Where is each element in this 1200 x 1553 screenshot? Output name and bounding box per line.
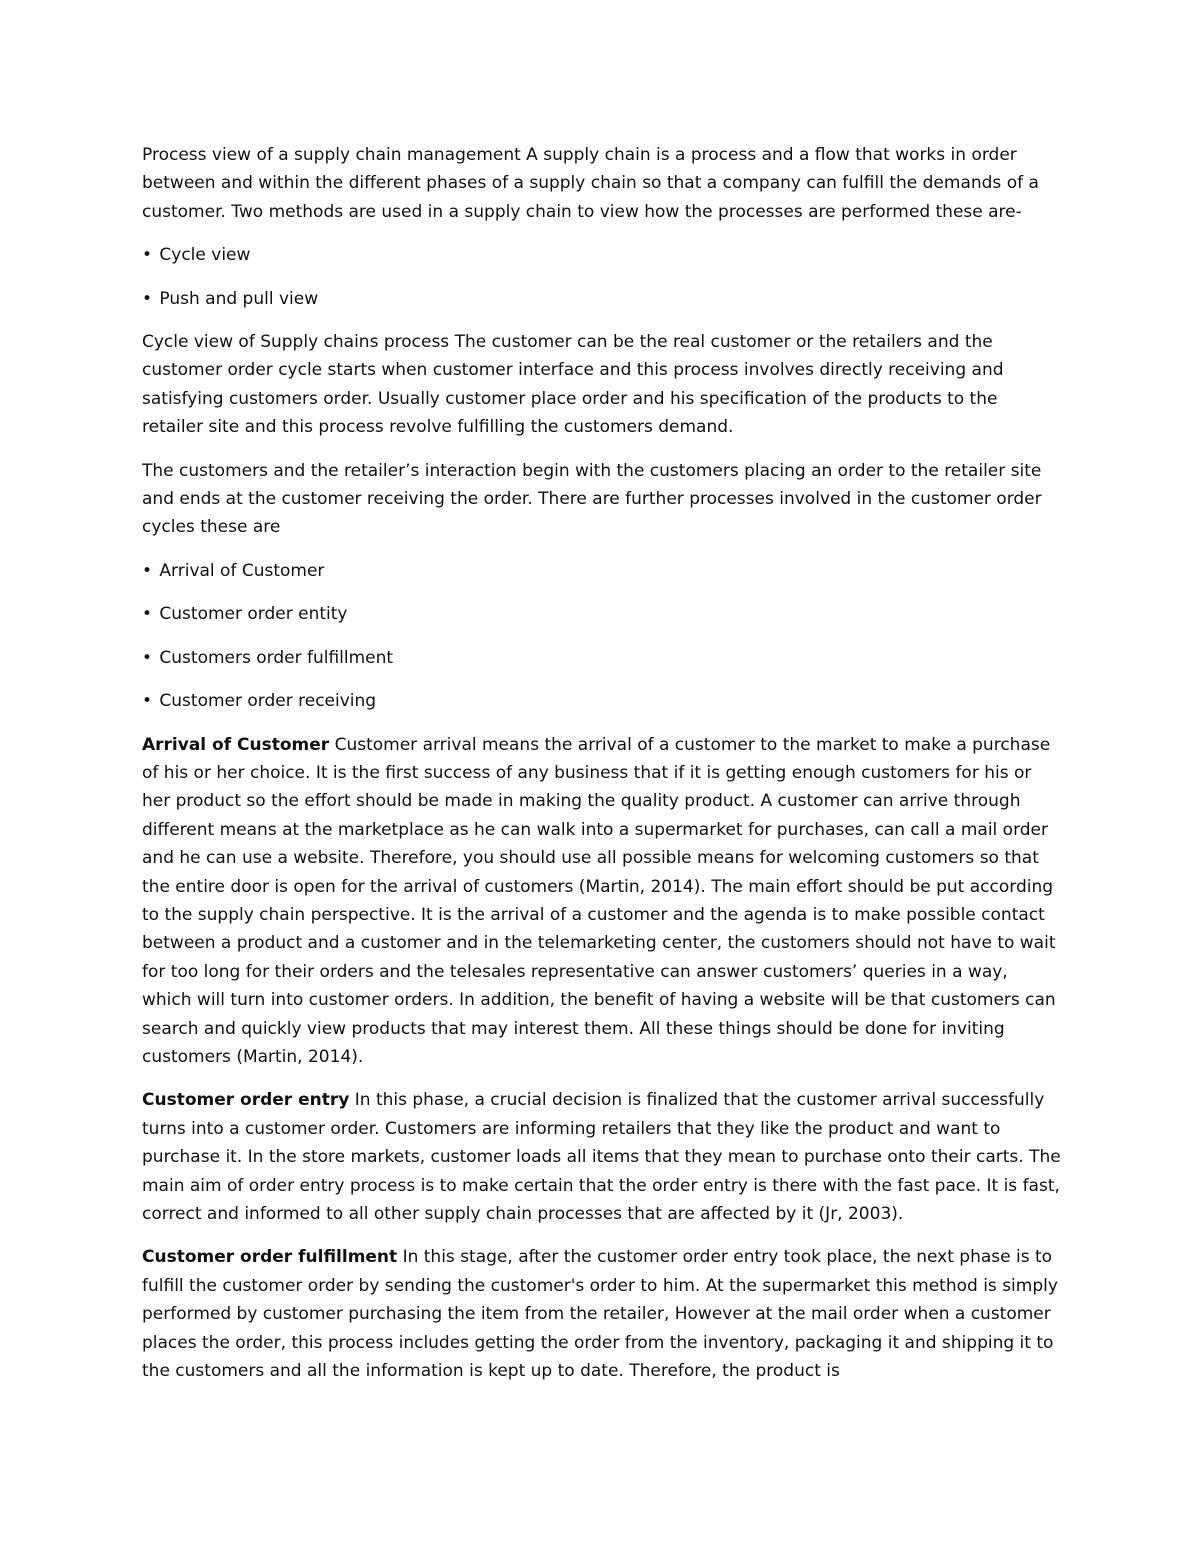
order-fulfillment-text: In this stage, after the customer order entry took place, the next phase is to fulfill the customer order by sending the customer's order to him. At the supermarket this method is simply performed by customer purchasing the item from the retailer, However at the mail order when a customer places the order, this process includes getting the order from the inventory, packaging it and shipping it to the customers and all the information is kept up to date. Therefore, the product is: [142, 1247, 1058, 1382]
document-body: [142, 141, 1062, 1400]
bullet-icon: •: [142, 245, 153, 266]
arrival-heading: Arrival of Customer: [142, 734, 330, 755]
order-fulfillment-section: [142, 1243, 1062, 1385]
order-entry-section: [142, 1086, 1062, 1228]
arrival-section: [142, 731, 1062, 1072]
bullet-item-label: Cycle view: [159, 245, 251, 266]
bullet-item-label: Push and pull view: [159, 288, 319, 309]
bullet-item-order-entity: [142, 600, 1062, 628]
order-fulfillment-heading: Customer order fulfillment: [142, 1247, 398, 1268]
interaction-paragraph: The customers and the retailer’s interaction begin with the customers placing an order to the retailer site and ends at the customer receiving the order. There are further processes involved in the customer order cycles these are: [142, 460, 1042, 538]
bullet-item-cycle-view: [142, 241, 1062, 269]
bullet-item-order-fulfillment: [142, 644, 1062, 672]
bullet-icon: •: [142, 691, 153, 712]
bullet-item-order-receiving: [142, 687, 1062, 715]
bullet-item-arrival: [142, 557, 1062, 585]
arrival-text: Customer arrival means the arrival of a customer to the market to make a purchase of his or her choice. It is the first success of any business that if it is getting enough customers for his or her product so the effort should be made in making the quality product. A customer can arrive through different means at the marketplace as he can walk into a supermarket for purchases, can call a mail order and he can use a website. Therefore, you should use all possible means for welcoming customers so that the entire door is open for the arrival of customers (Martin, 2014). The main effort should be put according to the supply chain perspective. It is the arrival of a customer and the agenda is to make possible contact between a product and a customer and in the telemarketing center, the customers should not have to wait for too long for their orders and the telesales representative can answer customers’ queries in a way, which will turn into customer orders. In addition, the benefit of having a website will be that customers can search and quickly view products that may interest them. All these things should be done for inviting customers (Martin, 2014).: [142, 734, 1056, 1067]
intro-paragraph: Process view of a supply chain management A supply chain is a process and a flow that works in order between and within the different phases of a supply chain so that a company can fulfill the demands of a customer. Two methods are used in a supply chain to view how the processes are performed these are-: [142, 145, 1039, 222]
cycle-view-paragraph: Cycle view of Supply chains process The customer can be the real customer or the retailers and the customer order cycle starts when customer interface and this process involves directly receiving and satisfying customers order. Usually customer place order and his specification of the products to the retailer site and this process revolve fulfilling the customers demand.: [142, 332, 1004, 438]
bullet-icon: •: [142, 647, 153, 668]
order-entry-heading: Customer order entry: [142, 1090, 350, 1111]
bullet-icon: •: [142, 604, 153, 625]
bullet-icon: •: [142, 288, 153, 309]
order-entry-text: In this phase, a crucial decision is finalized that the customer arrival successfully turns into a customer order. Customers are informing retailers that they like the product and want to purchase it. In the store markets, customer loads all items that they mean to purchase onto their carts. The main aim of order entry process is to make certain that the order entry is there with the fast pace. It is fast, correct and informed to all other supply chain processes that are affected by it (Jr, 2003).: [142, 1090, 1061, 1224]
bullet-item-push-pull-view: [142, 285, 1062, 313]
bullet-item-label: Customers order fulfillment: [159, 647, 394, 668]
bullet-item-label: Customer order receiving: [159, 691, 377, 712]
bullet-item-label: Arrival of Customer: [159, 560, 325, 581]
bullet-icon: •: [142, 560, 153, 581]
bullet-item-label: Customer order entity: [159, 604, 348, 625]
